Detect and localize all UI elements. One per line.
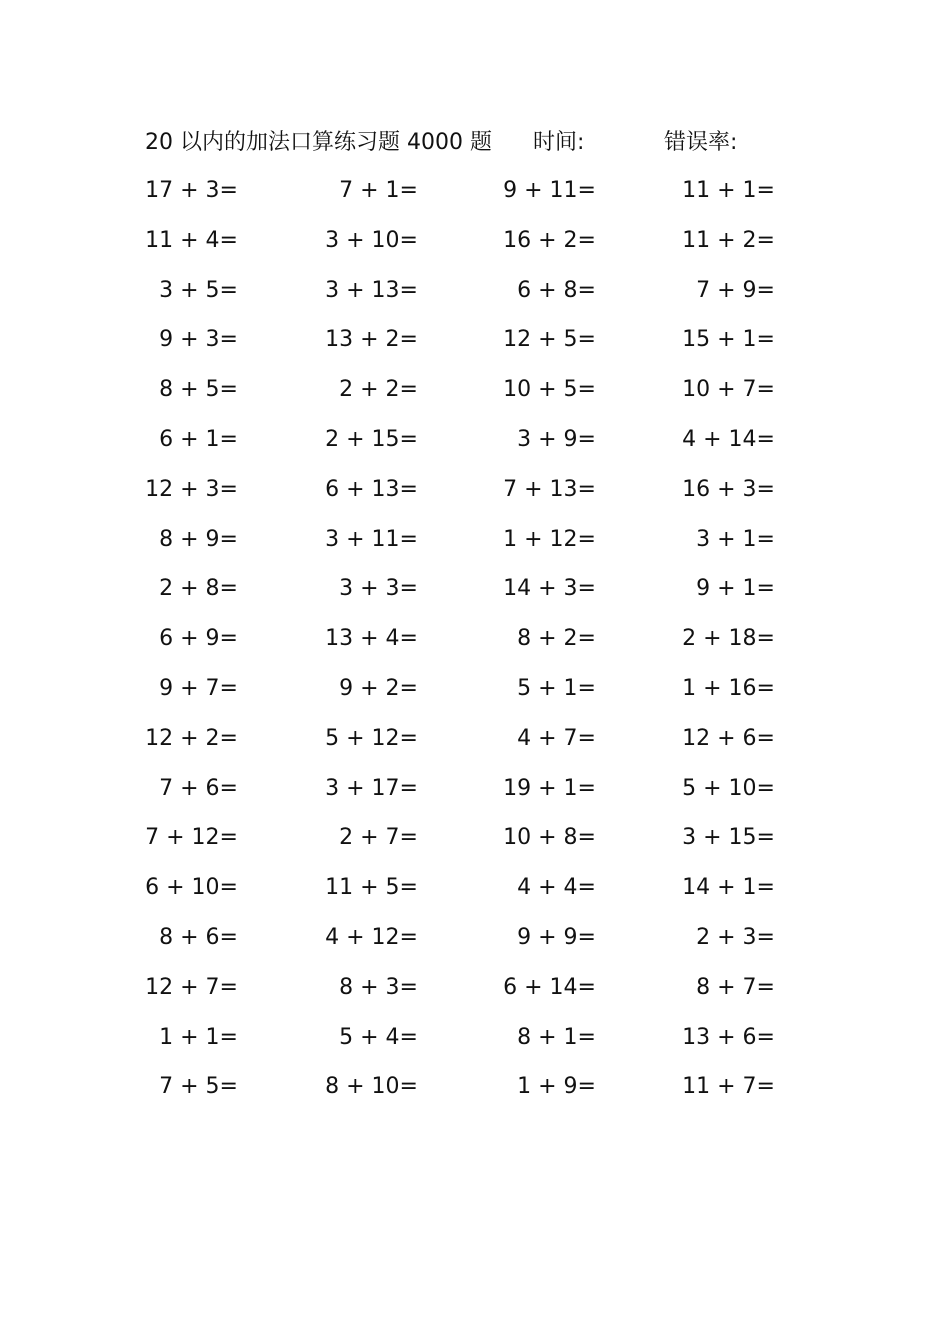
addition-problem: 7 + 1= [339, 178, 418, 203]
addition-problem: 11 + 5= [325, 875, 418, 901]
addition-problem: 8 + 1= [517, 1024, 596, 1050]
addition-problem: 16 + 2= [503, 227, 596, 253]
addition-problem: 12 + 7= [145, 974, 238, 1000]
addition-problem: 2 + 7= [339, 825, 418, 851]
addition-problem: 7 + 13= [503, 476, 596, 502]
worksheet-header [0, 126, 950, 160]
addition-problem: 12 + 3= [145, 476, 238, 502]
addition-problem: 5 + 1= [517, 675, 596, 701]
addition-problem: 10 + 7= [682, 377, 775, 403]
addition-problem: 1 + 9= [517, 1074, 596, 1100]
addition-problem: 8 + 2= [517, 626, 596, 652]
addition-problem: 3 + 15= [682, 825, 775, 851]
addition-problem: 9 + 3= [159, 327, 238, 353]
problem-grid [0, 172, 950, 1118]
addition-problem: 2 + 3= [696, 924, 775, 950]
addition-problem: 19 + 1= [503, 775, 596, 801]
addition-problem: 3 + 5= [159, 277, 238, 303]
addition-problem: 14 + 1= [682, 875, 775, 901]
addition-problem: 4 + 12= [325, 924, 418, 950]
addition-problem: 3 + 13= [325, 277, 418, 303]
error-rate-label: 错误率: [664, 130, 738, 155]
addition-problem: 13 + 4= [325, 626, 418, 652]
addition-problem: 10 + 5= [503, 377, 596, 403]
addition-problem: 7 + 5= [159, 1074, 238, 1100]
addition-problem: 6 + 10= [145, 875, 238, 901]
addition-problem: 9 + 1= [696, 576, 775, 602]
addition-problem: 12 + 2= [145, 725, 238, 751]
addition-problem: 3 + 9= [517, 426, 596, 452]
problem-row [0, 471, 950, 521]
addition-problem: 11 + 1= [682, 178, 775, 203]
addition-problem: 5 + 4= [339, 1024, 418, 1050]
addition-problem: 9 + 9= [517, 924, 596, 950]
problem-row [0, 670, 950, 720]
problem-row [0, 371, 950, 421]
addition-problem: 4 + 4= [517, 875, 596, 901]
addition-problem: 6 + 8= [517, 277, 596, 303]
addition-problem: 13 + 2= [325, 327, 418, 353]
addition-problem: 5 + 10= [682, 775, 775, 801]
addition-problem: 4 + 14= [682, 426, 775, 452]
addition-problem: 2 + 8= [159, 576, 238, 602]
problem-row [0, 570, 950, 620]
addition-problem: 8 + 7= [696, 974, 775, 1000]
addition-problem: 3 + 10= [325, 227, 418, 253]
addition-problem: 14 + 3= [503, 576, 596, 602]
addition-problem: 3 + 3= [339, 576, 418, 602]
problem-row [0, 620, 950, 670]
addition-problem: 2 + 15= [325, 426, 418, 452]
time-label: 时间: [533, 130, 585, 155]
addition-problem: 8 + 6= [159, 924, 238, 950]
addition-problem: 2 + 2= [339, 377, 418, 403]
problem-row [0, 321, 950, 371]
addition-problem: 16 + 3= [682, 476, 775, 502]
addition-problem: 8 + 5= [159, 377, 238, 403]
addition-problem: 9 + 7= [159, 675, 238, 701]
addition-problem: 17 + 3= [145, 178, 238, 203]
addition-problem: 5 + 12= [325, 725, 418, 751]
addition-problem: 1 + 16= [682, 675, 775, 701]
addition-problem: 3 + 1= [696, 526, 775, 552]
problem-row [0, 172, 950, 222]
problem-row [0, 272, 950, 322]
addition-problem: 3 + 17= [325, 775, 418, 801]
problem-row [0, 919, 950, 969]
addition-problem: 13 + 6= [682, 1024, 775, 1050]
problem-row [0, 421, 950, 471]
worksheet-title: 20 以内的加法口算练习题 4000 题 [145, 130, 492, 155]
addition-problem: 6 + 14= [503, 974, 596, 1000]
addition-problem: 7 + 6= [159, 775, 238, 801]
problem-row [0, 222, 950, 272]
addition-problem: 8 + 10= [325, 1074, 418, 1100]
addition-problem: 9 + 2= [339, 675, 418, 701]
addition-problem: 6 + 9= [159, 626, 238, 652]
addition-problem: 8 + 3= [339, 974, 418, 1000]
addition-problem: 6 + 1= [159, 426, 238, 452]
addition-problem: 4 + 7= [517, 725, 596, 751]
addition-problem: 10 + 8= [503, 825, 596, 851]
problem-row [0, 819, 950, 869]
addition-problem: 12 + 6= [682, 725, 775, 751]
addition-problem: 11 + 2= [682, 227, 775, 253]
problem-row [0, 770, 950, 820]
problem-row [0, 521, 950, 571]
problem-row [0, 720, 950, 770]
problem-row [0, 1019, 950, 1069]
addition-problem: 7 + 9= [696, 277, 775, 303]
addition-problem: 7 + 12= [145, 825, 238, 851]
addition-problem: 3 + 11= [325, 526, 418, 552]
addition-problem: 9 + 11= [503, 178, 596, 203]
addition-problem: 15 + 1= [682, 327, 775, 353]
addition-problem: 8 + 9= [159, 526, 238, 552]
addition-problem: 12 + 5= [503, 327, 596, 353]
problem-row [0, 969, 950, 1019]
problem-row [0, 1068, 950, 1118]
addition-problem: 1 + 12= [503, 526, 596, 552]
addition-problem: 11 + 7= [682, 1074, 775, 1100]
addition-problem: 1 + 1= [159, 1024, 238, 1050]
addition-problem: 11 + 4= [145, 227, 238, 253]
addition-problem: 6 + 13= [325, 476, 418, 502]
problem-row [0, 869, 950, 919]
addition-problem: 2 + 18= [682, 626, 775, 652]
